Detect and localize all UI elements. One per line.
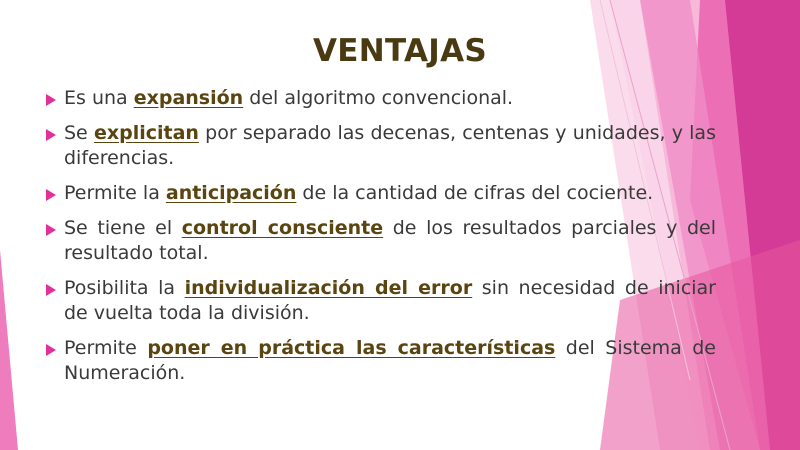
bullet-text: Se xyxy=(64,122,94,144)
bullet-text: sin necesidad de iniciar de vuelta toda la división. xyxy=(64,277,716,324)
bullet-text: de los resultados parciales y del resultado total. xyxy=(64,217,716,264)
bullet-list xyxy=(46,86,716,396)
bullet-keyword: anticipación xyxy=(165,182,297,204)
bullet-keyword: expansión xyxy=(133,87,244,109)
bullet-text: de la cantidad de cifras del cociente. xyxy=(296,182,654,204)
bullet-text: Permite la xyxy=(64,182,166,204)
bullet-text: del Sistema de Numeración. xyxy=(64,337,716,384)
slide-title: VENTAJAS xyxy=(312,33,488,69)
bullet-text: Posibilita la xyxy=(64,277,185,299)
triangle-bullet-icon xyxy=(46,344,56,356)
deco-shape-left-sliver xyxy=(0,250,18,450)
triangle-bullet-icon xyxy=(46,284,56,296)
bullet-keyword: individualización del error xyxy=(184,277,473,299)
bullet-text: Es una xyxy=(64,87,134,109)
triangle-bullet-icon xyxy=(46,129,56,141)
bullet-item xyxy=(46,86,716,111)
bullet-text: por separado las decenas, centenas y unidades, y las diferencias. xyxy=(64,122,716,169)
bullet-item xyxy=(46,121,716,171)
bullet-keyword: explicitan xyxy=(93,122,199,144)
bullet-text: Se tiene el xyxy=(64,217,182,239)
bullet-text: Permite xyxy=(64,337,148,359)
triangle-bullet-icon xyxy=(46,224,56,236)
bullet-keyword: poner en práctica las características xyxy=(147,337,556,359)
bullet-item xyxy=(46,336,716,386)
bullet-keyword: control consciente xyxy=(181,217,384,239)
triangle-bullet-icon xyxy=(46,94,56,106)
bullet-text: del algoritmo convencional. xyxy=(243,87,514,109)
bullet-item xyxy=(46,216,716,266)
triangle-bullet-icon xyxy=(46,189,56,201)
bullet-item xyxy=(46,181,716,206)
bullet-item xyxy=(46,276,716,326)
